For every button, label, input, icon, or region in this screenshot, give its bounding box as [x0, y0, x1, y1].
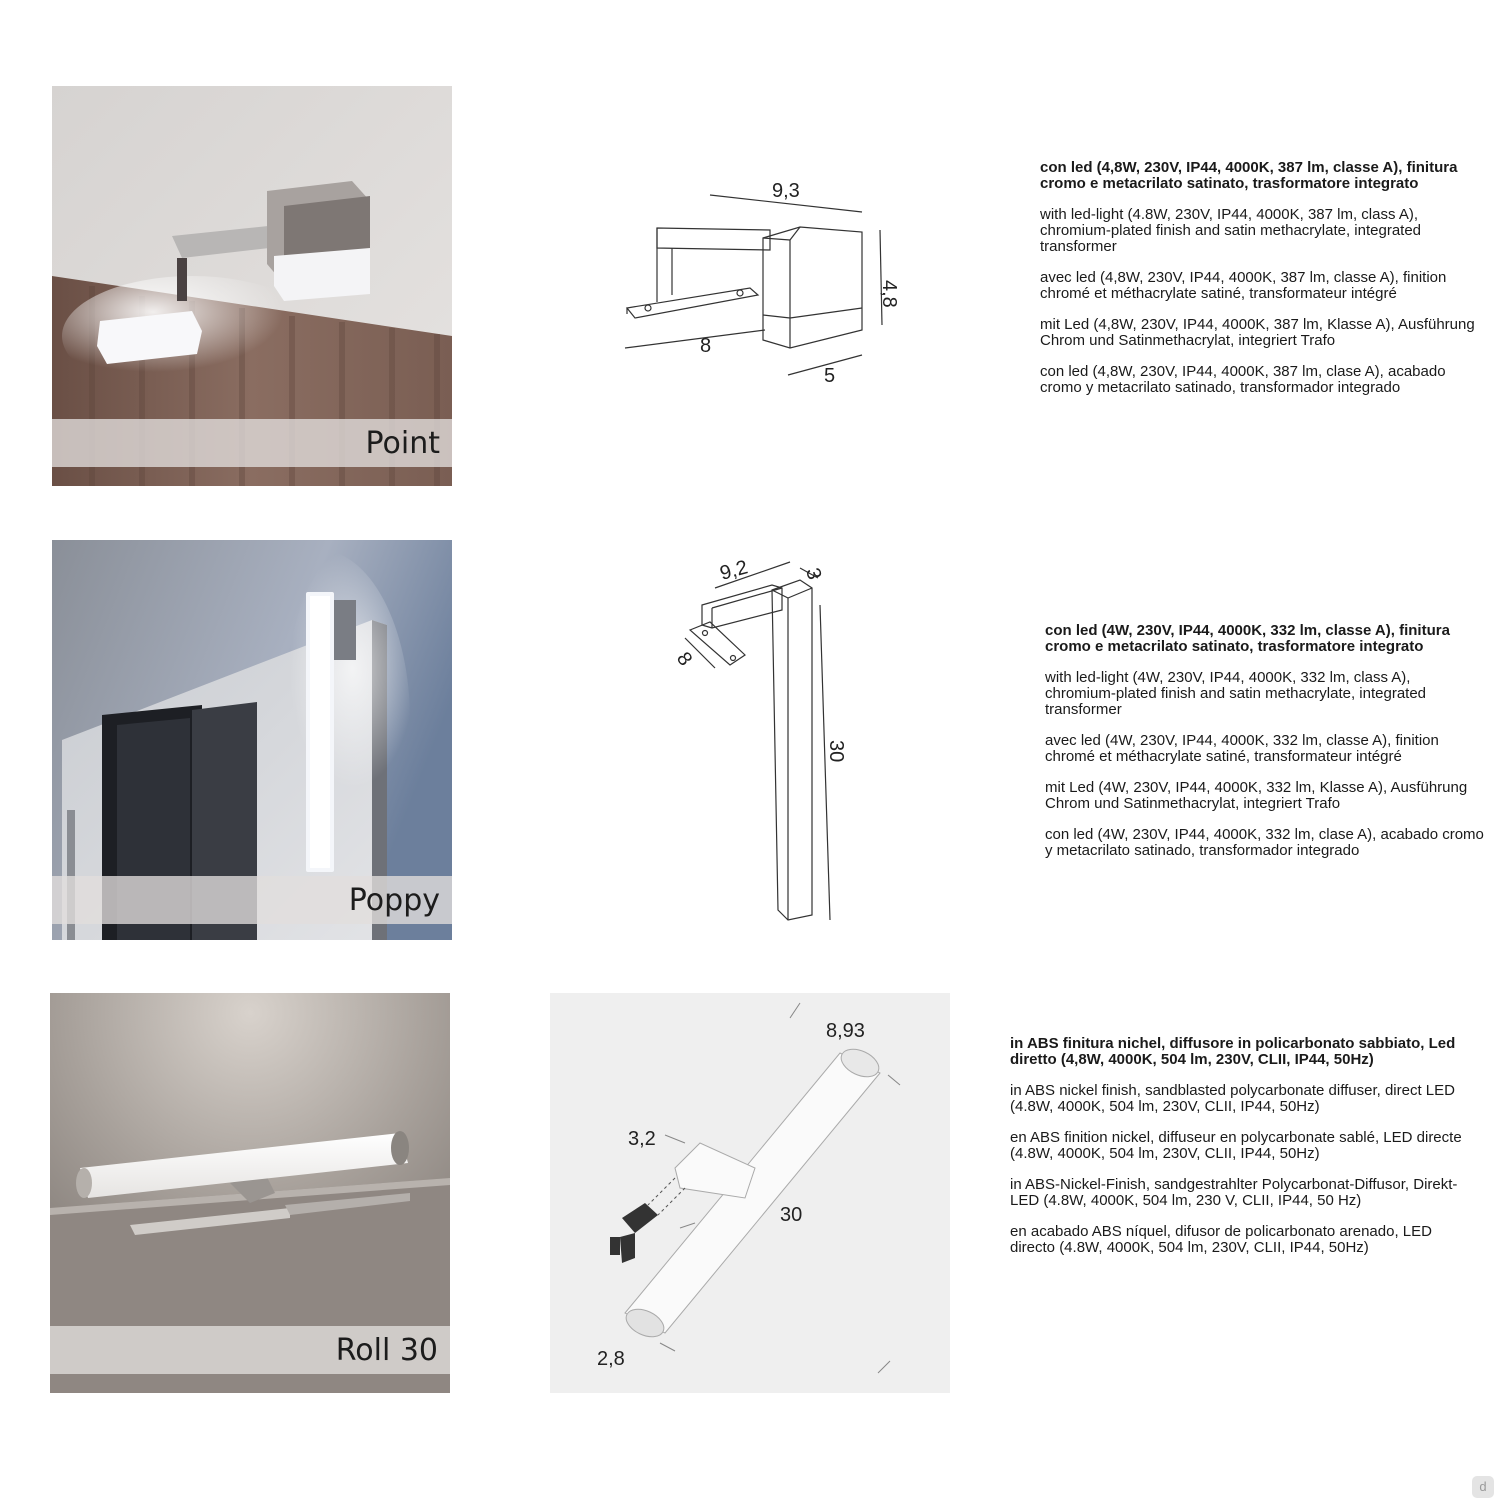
spec-de: in ABS-Nickel-Finish, sandgestrahlter Polycarbonat-Diffusor, Direkt-LED (4.8W, 4000K, 504 lm, 230 V, CLII, IP44, 50 Hz) — [1010, 1176, 1458, 1209]
dim-width: 9,3 — [772, 180, 800, 202]
spec-fr: avec led (4,8W, 230V, IP44, 4000K, 387 lm, classe A), finition chromé et méthacrylate satiné, transformateur intégré — [1040, 269, 1447, 302]
spec-fr: avec led (4W, 230V, IP44, 4000K, 332 lm, classe A), finition chromé et méthacrylate satiné, transformateur intégré — [1045, 732, 1439, 765]
spec-en: with led-light (4W, 230V, IP44, 4000K, 332 lm, class A), chromium-plated finish and satin methacrylate, integrated transformer — [1045, 669, 1427, 718]
spec-es: con led (4W, 230V, IP44, 4000K, 332 lm, clase A), acabado cromo y metacrilato satinado, transformador integrado — [1045, 826, 1484, 859]
point-photo — [52, 86, 452, 486]
poppy-photo — [52, 540, 452, 940]
point-dimension-drawing — [600, 160, 920, 400]
spec-en: with led-light (4.8W, 230V, IP44, 4000K, 387 lm, class A), chromium-plated finish and satin methacrylate, integrated transformer — [1040, 206, 1422, 255]
product-name-label: Point — [365, 426, 440, 461]
roll-photo — [50, 993, 450, 1393]
dim-length: 30 — [780, 1204, 803, 1226]
poppy-spec — [1045, 623, 1485, 874]
dim-depth: 5 — [824, 365, 836, 387]
dim-bracket: 3,2 — [628, 1128, 656, 1150]
dim-depth: 3 — [801, 565, 826, 583]
spec-es: en acabado ABS níquel, difusor de policarbonato arenado, LED directo (4.8W, 4000K, 504 lm, 230V, CLII, IP44, 50Hz) — [1010, 1223, 1432, 1256]
spec-de: mit Led (4W, 230V, IP44, 4000K, 332 lm, Klasse A), Ausführung Chrom und Satinmethacrylat, integriert Trafo — [1045, 779, 1468, 812]
spec-it: in ABS finitura nichel, diffusore in policarbonato sabbiato, Led diretto (4,8W, 4000K, 504 lm, 230V, CLII, IP44, 50Hz) — [1010, 1035, 1456, 1068]
poppy-dimension-drawing — [660, 550, 860, 930]
spec-es: con led (4,8W, 230V, IP44, 4000K, 387 lm, clase A), acabado cromo y metacrilato satinado, transformador integrado — [1040, 363, 1446, 396]
roll-spec — [1010, 1036, 1470, 1271]
dim-length: 30 — [825, 740, 847, 763]
dim-arm: 8,93 — [826, 1020, 865, 1042]
dim-height: 4,8 — [878, 280, 900, 308]
roll-dimension-drawing — [550, 993, 950, 1393]
dim-diameter: 2,8 — [597, 1348, 625, 1370]
spec-it: con led (4W, 230V, IP44, 4000K, 332 lm, classe A), finitura cromo e metacrilato satinato, trasformatore integrato — [1045, 622, 1450, 655]
spec-fr: en ABS finition nickel, diffuseur en polycarbonate sablé, LED directe (4.8W, 4000K, 504 lm, 230V, CLII, IP44, 50Hz) — [1010, 1129, 1462, 1162]
dim-base: 8 — [700, 335, 712, 357]
point-spec — [1040, 160, 1480, 411]
brand-logo: d — [1472, 1476, 1494, 1498]
product-name-label: Roll 30 — [335, 1333, 438, 1368]
dim-arm: 9,2 — [717, 556, 751, 585]
dim-base: 8 — [671, 648, 697, 670]
spec-it: con led (4,8W, 230V, IP44, 4000K, 387 lm, classe A), finitura cromo e metacrilato satinato, trasformatore integrato — [1040, 159, 1458, 192]
spec-de: mit Led (4,8W, 230V, IP44, 4000K, 387 lm, Klasse A), Ausführung Chrom und Satinmethacrylat, integriert Trafo — [1040, 316, 1475, 349]
spec-en: in ABS nickel finish, sandblasted polycarbonate diffuser, direct LED (4.8W, 4000K, 504 lm, 230V, CLII, IP44, 50Hz) — [1010, 1082, 1455, 1115]
product-name-label: Poppy — [348, 883, 440, 918]
